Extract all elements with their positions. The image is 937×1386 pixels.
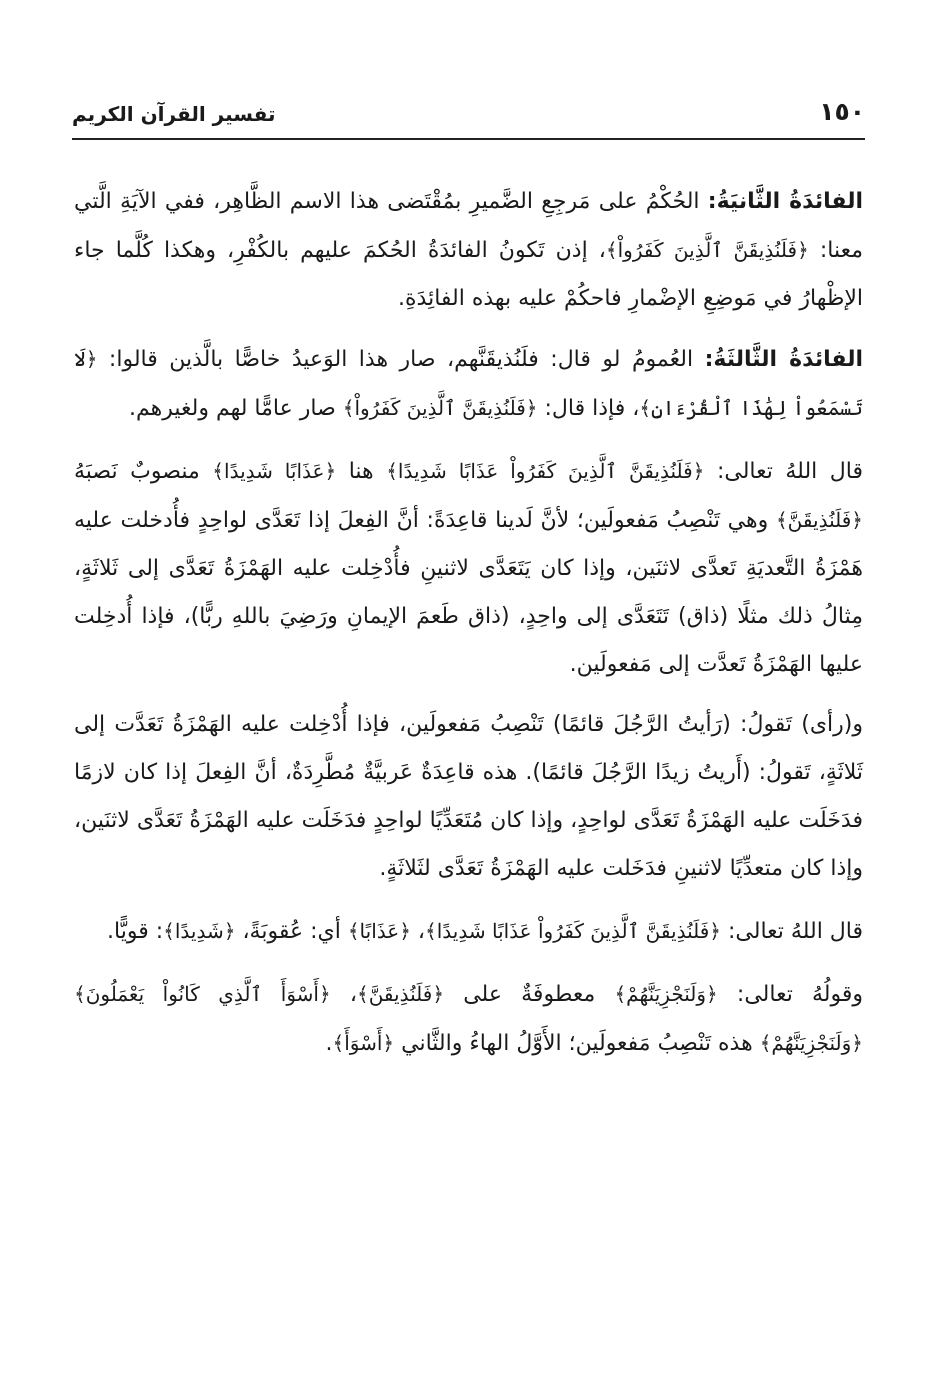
quran-quote: ﴿عَذَابًا شَدِيدًا﴾	[212, 459, 337, 483]
body-text: وهي تَنْصِبُ مَفعولَين؛ لأنَّ لَدينا قاعِدَةً: أنَّ الفِعلَ إذا تَعَدَّى لواحِدٍ فأُدخلت عليه هَمْزَةُ التَّعديَةِ تَعدَّى لاثنَين، وإذا كان يَتَعَدَّى لاثنينِ فأُدْخِلت عليه الهَمْزَةُ تَعَدَّى إلى ثَلاثَةٍ، مِثالُ ذلك مثلًا (ذاق) تَتَعَدَّى إلى واحِدٍ، (ذاق طَعمَ الإيمانِ ورَضِيَ باللهِ ربًّا)، فإذا أُدخِلت عليها الهَمْزَةُ تَعدَّت إلى مَفعولَين.	[74, 508, 863, 677]
page-header	[72, 92, 865, 144]
body-text: ، فإذا قال:	[537, 396, 640, 421]
quran-quote: ﴿شَدِيدًا﴾	[163, 919, 236, 943]
body-text: معطوفَةٌ على	[444, 982, 615, 1007]
paragraph	[74, 447, 863, 689]
quran-quote: ﴿فَلَنُذِيقَنَّ ٱلَّذِينَ كَفَرُواْ عَذَابًا شَدِيدًا﴾	[386, 459, 705, 483]
body-text: هنا	[336, 459, 387, 484]
body-text: قال اللهُ تعالى:	[721, 919, 863, 944]
body-text: الحُكْمُ على مَرجِعِ الضَّميرِ بمُقْتَضى هذا الاسم الظَّاهِر، ففي الآيَةِ الَّتي معنا:	[74, 189, 864, 263]
paragraph	[74, 970, 863, 1068]
quran-quote: ﴿فَلَنُذِيقَنَّ﴾	[356, 982, 445, 1006]
paragraph	[74, 701, 863, 893]
paragraph	[74, 335, 863, 433]
paragraph	[74, 178, 863, 323]
quran-quote: ﴿أَسْوَأَ﴾	[332, 1031, 395, 1055]
quran-quote: ﴿فَلَنُذِيقَنَّ ٱلَّذِينَ كَفَرُواْ﴾	[342, 396, 538, 420]
quran-quote: ﴿وَلَنَجْزِيَنَّهُمْ﴾	[614, 982, 718, 1006]
quran-quote: ﴿فَلَنُذِيقَنَّ ٱلَّذِينَ كَفَرُواْ﴾	[605, 238, 809, 262]
body-text: ، إذن تَكونُ الفائدَةُ الحُكمَ عليهم بالكُفْرِ، وهكذا كُلَّما جاء الإظْهارُ في مَوضِعِ الإضْمارِ فاحكُمْ عليه بهذه الفائِدَةِ.	[74, 238, 863, 311]
quran-quote: ﴿عَذَابًا﴾	[347, 919, 411, 943]
running-title: تفسير القرآن الكريم	[72, 102, 276, 126]
quran-quote: ﴿لَا تَسْمَعُواْ لِهَٰذَا ٱلْقُرْءَانِ﴾	[74, 347, 863, 420]
section-lead: الفائدَةُ الثَّالثَةُ:	[704, 347, 864, 372]
page-number: ١٥٠	[819, 97, 865, 126]
header-rule	[72, 138, 865, 140]
quran-quote: ﴿فَلَنُذِيقَنَّ﴾	[775, 508, 863, 532]
body-text: .	[325, 1031, 333, 1056]
body-text: ،	[410, 919, 426, 944]
body-text: قال اللهُ تعالى:	[704, 459, 864, 484]
body-text: ،	[330, 982, 357, 1007]
body-text: وقولُهُ تعالى:	[717, 982, 863, 1007]
quran-quote: ﴿وَلَنَجْزِيَنَّهُمْ﴾	[759, 1031, 863, 1055]
body-text: : قويًّا.	[107, 919, 164, 944]
quran-quote: ﴿أَسْوَأَ ٱلَّذِي كَانُواْ يَعْمَلُونَ﴾	[74, 982, 331, 1006]
body-text: و(رأى) تَقولُ: (رَأيتُ الرَّجُلَ قائمًا) تَنْصِبُ مَفعولَين، فإذا أُدْخِلت عليه الهَمْزَةُ تَعَدَّت إلى ثَلاثَةٍ، تَقولُ: (أَريتُ زيدًا الرَّجُلَ قائمًا). هذه قاعِدَةٌ عَربيَّةٌ مُطَّرِدَةٌ، أنَّ الفِعلَ إذا كان لازمًا فدَخَلَت عليه الهَمْزَةُ تَعَدَّى لواحِدٍ، وإذا كان مُتَعَدِّيًا لواحِدٍ فدَخَلَت عليه الهَمْزَةُ تَعَدَّى لاثنَين، وإذا كان متعدِّيًا لاثنينِ فدَخَلت عليه الهَمْزَةُ تَعَدَّى لثَلاثَةٍ.	[74, 712, 863, 881]
section-lead: الفائدَةُ الثَّانيَةُ:	[707, 189, 863, 214]
body-text: أي: عُقوبَةً،	[235, 919, 348, 944]
quran-quote: ﴿فَلَنُذِيقَنَّ ٱلَّذِينَ كَفَرُواْ عَذَابًا شَدِيدًا﴾	[425, 919, 722, 943]
page-body	[74, 178, 863, 1080]
body-text: العُمومُ لو قال: فلَنُذيقَنَّهم، صار هذا الوَعيدُ خاصًّا بالَّذين قالوا:	[97, 347, 705, 372]
body-text: صار عامًّا لهم ولغيرهم.	[129, 396, 343, 421]
body-text: هذه تَنْصِبُ مَفعولَين؛ الأَوَّلُ الهاءُ والثَّاني	[394, 1031, 760, 1056]
body-text: منصوبٌ نَصبَهُ	[74, 459, 213, 484]
paragraph	[74, 907, 863, 956]
